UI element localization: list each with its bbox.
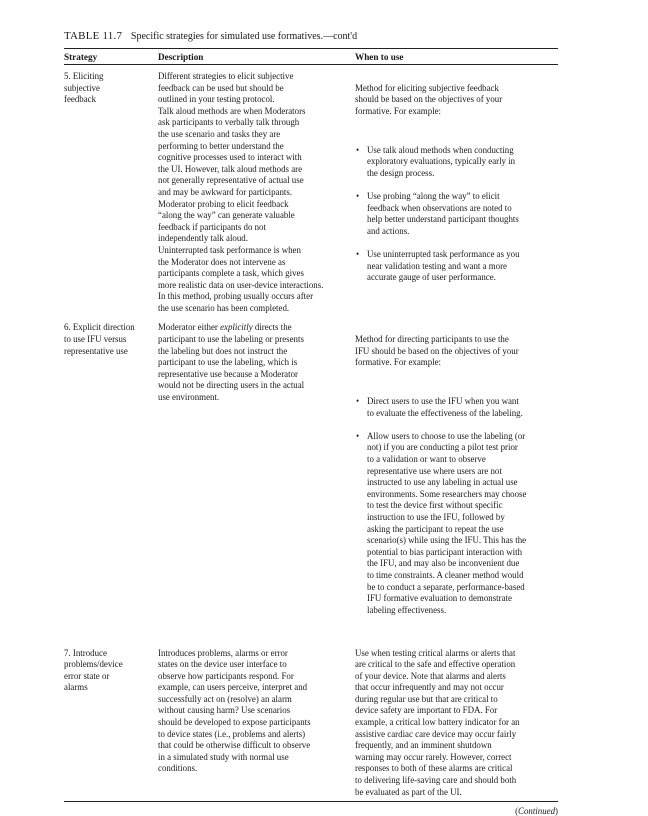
description-cell: Introduces problems, alarms or error states on the device user interface to observe how participants respond. For example, can users perceive, interpret and successfully act on (resolve) an alarm without causing harm? Use scenarios should be developed to expose participants to device states (i.e., problems and alerts) that could be otherwise difficult to observe in a simulated study with normal use conditions. xyxy=(158,647,311,774)
table-row xyxy=(64,71,558,314)
list-item: • Use uninterrupted task performance as you near validation testing and want a more accurate gauge of user performance. xyxy=(355,249,558,284)
table-title xyxy=(64,30,558,43)
description-cell xyxy=(158,322,355,639)
when-bullet-list xyxy=(355,133,558,295)
table-header xyxy=(64,49,558,64)
when-to-use-cell xyxy=(355,322,558,639)
table-caption: Specific strategies for simulated use formatives.—cont'd xyxy=(130,31,358,42)
continued-note: (Continued) xyxy=(515,806,558,816)
table-number: TABLE 11.7 xyxy=(64,30,123,42)
list-item: • Allow users to choose to use the labeling (or not) if you are conducting a pilot test prior to a validation or want to observe representative use where users are not instructed to use any labeling in actual use environments. Some researchers may choose to test the device first without specific instruction to use the IFU, followed by asking the participant to repeat the use scenario(s) while using the IFU. This has the potential to bias participant interaction with the IFU, and may also be inconvenient due to time constraints. A cleaner method would be to conduct a separate, performance-based IFU formative evaluation to demonstrate labeling effectiveness. xyxy=(355,431,558,617)
header-strategy: Strategy xyxy=(64,51,98,62)
description-cell: Different strategies to elicit subjective feedback can be used but should be outlined in your testing protocol. Talk aloud methods are when Moderators ask participants to verbally talk through the use scenario and tasks they are performing to better understand the cognitive processes used to interact with the UI. However, talk aloud methods are not generally representative of actual use and may be awkward for participants. Moderator probing to elicit feedback “along the way” can generate valuable feedback if participants do not independently talk aloud. Uninterrupted task performance is when the Moderator does not intervene as participants complete a task, which gives more realistic data on user-device interactions. In this method, probing usually occurs after the use scenario has been completed. xyxy=(158,71,324,313)
header-rule xyxy=(64,64,558,65)
strategy-cell: 7. Introduce problems/device error state or alarms xyxy=(64,647,123,693)
when-bullet-list xyxy=(355,384,558,627)
when-intro: Method for directing participants to use the IFU should be based on the objectives of your formative. For example: xyxy=(355,334,519,368)
table-row xyxy=(64,648,558,799)
list-item: • Use talk aloud methods when conducting exploratory evaluations, typically early in the design process. xyxy=(355,145,558,180)
when-intro: Method for eliciting subjective feedback should be based on the objectives of your formative. For example: xyxy=(355,82,503,116)
document-page xyxy=(64,30,558,816)
when-to-use-cell: Use when testing critical alarms or alerts that are critical to the safe and effective operation of your device. Note that alarms and alerts that occur infrequently and may not occur during regular use but that are critical to device safety are important to FDA. For example, a critical low battery indicator for an assistive cardiac care device may occur fairly frequently, and an imminent shutdown warning may occur rarely. However, correct responses to both of these alarms are critical to delivering life-saving care and should both be evaluated as part of the UI. xyxy=(355,647,520,797)
strategy-cell: 6. Explicit direction to use IFU versus representative use xyxy=(64,322,135,356)
list-item: • Use probing “along the way” to elicit feedback when observations are noted to help better understand participant thoughts and actions. xyxy=(355,191,558,237)
description-text: directs the participant to use the labeling or presents the labeling but does not instruct the participant to use the labeling, which is representative use because a Moderator would not be directing users in the actual use environment. xyxy=(158,322,305,403)
header-when-to-use: When to use xyxy=(355,51,404,62)
table-row xyxy=(64,322,558,639)
emphasis-text: explicitly xyxy=(220,322,253,333)
when-to-use-cell xyxy=(355,71,558,314)
header-description: Description xyxy=(158,51,204,62)
continued-label: Continued xyxy=(518,806,556,816)
bottom-rule xyxy=(64,801,558,802)
list-item: • Direct users to use the IFU when you want to evaluate the effectiveness of the labeling. xyxy=(355,396,558,419)
strategy-cell: 5. Eliciting subjective feedback xyxy=(64,71,104,105)
description-text: Moderator either xyxy=(158,322,221,333)
